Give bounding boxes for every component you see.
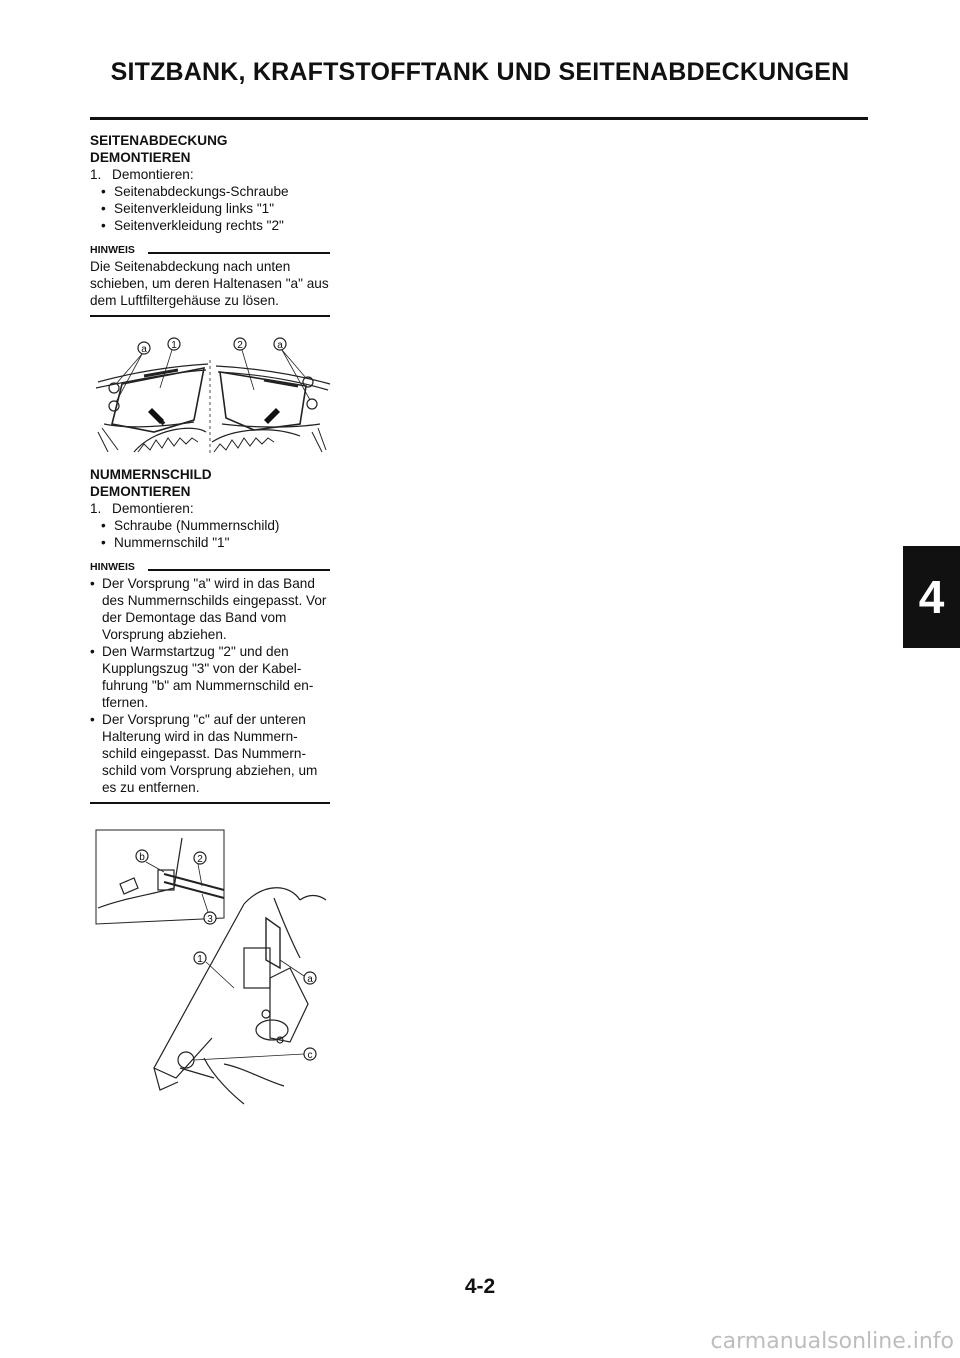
- callout-b: b: [139, 852, 145, 863]
- list-item: • Seitenabdeckungs-Schraube: [90, 183, 330, 200]
- note-item: • Der Vorsprung "a" wird in das Band des Nummernschilds eingepasst. Vor der Demontage das Band vom Vorsprung abziehen.: [90, 575, 330, 643]
- note-text: [90, 575, 330, 802]
- figure1-callouts: [116, 338, 310, 402]
- right-cover-drawing: [212, 366, 330, 452]
- list-item: • Nummernschild "1": [90, 534, 330, 551]
- note-text: Die Seitenabdeckung nach unten schieben, um deren Haltenasen "a" aus dem Luftfiltergehäuse zu lösen.: [90, 259, 329, 308]
- note-list: [90, 575, 330, 796]
- note-header: [90, 559, 330, 575]
- section-subheading: DEMONTIEREN: [90, 484, 191, 499]
- callout-c: c: [307, 1050, 313, 1061]
- section-heading: SEITENABDECKUNG: [90, 133, 228, 148]
- list-item: • Seitenverkleidung rechts "2": [90, 217, 330, 234]
- callout-3: 3: [207, 914, 213, 925]
- note-label: HINWEIS: [90, 242, 138, 259]
- note-item: • Der Vorsprung "c" auf der unteren Halterung wird in das Nummern-schild eingepasst. Das Nummern-schild vom Vorsprung abziehen, um es zu entfernen.: [90, 711, 330, 796]
- callout-a-right: a: [277, 340, 283, 351]
- section-subheading: DEMONTIEREN: [90, 150, 191, 165]
- note-end-rule: [90, 802, 330, 804]
- list-item: • Seitenverkleidung links "1": [90, 200, 330, 217]
- figure-side-covers: [94, 332, 332, 456]
- section-heading: NUMMERNSCHILD: [90, 467, 212, 482]
- note-rule: [148, 569, 330, 571]
- page-title: SITZBANK, KRAFTSTOFFTANK UND SEITENABDECKUNGEN: [110, 58, 850, 86]
- callout-a: a: [141, 344, 147, 355]
- section-number-plate: [90, 466, 330, 804]
- note-header: [90, 242, 330, 258]
- note-item: • Den Warmstartzug "2" und den Kupplungszug "3" von der Kabel-fuhrung "b" am Nummernschild en-tfernen.: [90, 643, 330, 711]
- left-cover-drawing: [96, 364, 208, 452]
- note-label: HINWEIS: [90, 559, 138, 576]
- parts-list: [90, 183, 330, 234]
- watermark: carmanualsonline.info: [710, 1329, 954, 1354]
- callout-1: 1: [197, 954, 203, 965]
- step-text: Demontieren:: [112, 501, 194, 516]
- figure2-callouts: [136, 850, 316, 1061]
- step-number: 1.: [90, 167, 102, 182]
- callout-2: 2: [197, 854, 203, 865]
- note-end-rule: [90, 315, 330, 317]
- page-number: 4-2: [464, 1275, 496, 1298]
- step-1: [90, 166, 330, 183]
- step-text: Demontieren:: [112, 167, 194, 182]
- list-item: • Schraube (Nummernschild): [90, 517, 330, 534]
- callout-1: 1: [171, 340, 177, 351]
- step-1: [90, 500, 330, 517]
- chapter-tab: 4: [903, 546, 960, 648]
- figure-number-plate: [94, 828, 332, 1108]
- title-rule: [90, 117, 868, 120]
- section-side-cover: [90, 132, 330, 317]
- note-rule: [148, 252, 330, 254]
- callout-2: 2: [237, 340, 243, 351]
- callout-a: a: [307, 974, 313, 985]
- step-number: 1.: [90, 501, 102, 516]
- parts-list: [90, 517, 330, 551]
